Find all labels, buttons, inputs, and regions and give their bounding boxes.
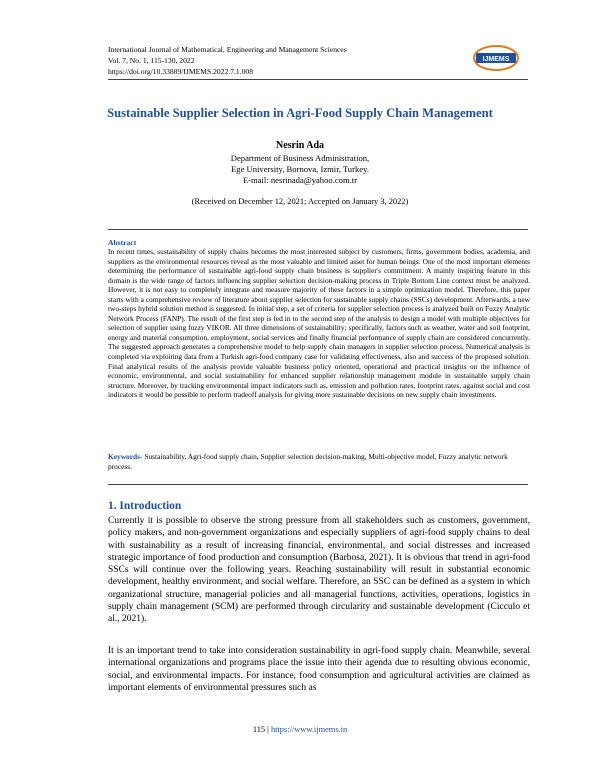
author-email[interactable]: E-mail: nesrinada@yahoo.com.tr [242, 175, 358, 185]
author-department: Department of Business Administration, [230, 153, 370, 163]
author-university: Ege University, Bornova, Izmir, Turkey. [231, 164, 369, 174]
keywords-text: Sustainability, Agri-food supply chain, Supplier selection decision-making, Multi-objective model, Fuzzy analytic network process. [108, 452, 508, 471]
intro-paragraph-2: It is an important trend to take into consideration sustainability in agri-food supply chain. Meanwhile, several international organizations and programs place the issue into their agenda due to resulting obvious economic, social, and environmental impacts. For instance, food consumption and agricultural activities are claimed as important elements of environmental pressures such as [108, 646, 530, 693]
header-divider [108, 79, 528, 80]
volume-info: Vol. 7, No. 1, 115-130, 2022 [108, 56, 195, 65]
author-name: Nesrin Ada [275, 140, 325, 151]
footer-separator: | [265, 725, 271, 734]
paper-title: Sustainable Supplier Selection in Agri-Food Supply Chain Management [107, 106, 493, 120]
keywords [108, 452, 530, 471]
journal-logo [472, 44, 520, 72]
intro-paragraph-1: Currently it is possible to observe the strong pressure from all stakeholders such as customers, government, policy makers, and non-government organizations and especially suppliers of agri-food supply chains to deal with sustainability as a result of increasing financial, environmental, and social distresses and increased strategic importance of food production and consumption (Barbosa, 2021). It is obvious that trend in agri-food SSCs will continue over the following years. Reaching sustainability will result in substantial economic development, healthy environment, and social welfare. Therefore, an SSC can be defined as a system in which organizational structure, managerial policies and all managerial functions, activities, operations, logistics in supply chain management (SCM) are performed through circularity and sustainable development (Cicculo et al., 2021). [108, 516, 530, 625]
abstract-text: In recent times, sustainability of supply chains becomes the most interested subject by customers, firms, government bodies, academia, and suppliers as the environmental resources reveal as the most valuable and limited asset for human beings. One of the most important elements determining the performance of sustainable agri-food supply chain business is supplier's commitment. A mainly inspiring feature in this domain is the wide range of factors influencing supplier selection decision-making process in Triple Bottom Line context must be analyzed. However, it is not easy to completely integrate and measure majority of these factors in a simple optimization model. Therefore, this paper starts with a comprehensive review of literature about supplier selection for sustainable supply chains (SSCs) development. Afterwards, a new two-steps hybrid solution method is suggested. In initial step, a set of criteria for supplier selection process is analyzed built on Fuzzy Analytic Network Process (FANP). The result of the first step is fed in to the second step of the analysis to design a model with multiple objectives for selection of supplier using fuzzy VIKOR. All three dimensions of sustainability; specifically, factors such as weather, water and soil footprint, energy and material consumption, employment, social services and finally financial performance of supply chain are considered concurrently. The suggested approach generates a comprehensive model to help supply chain managers in supplier selection process. Numerical analysis is completed via exploiting data from a Turkish agri-food company case for validating effectiveness, also and success of the proposed solution. Final analytical results of the analysis provide valuable business policy oriented, operational and practical insights on the influence of economic, environmental, and social sustainability for enhanced supplier relationship management module in sustainable supply chain structure. Moreover, by tracking environmental impact indicators such as, emission and pollution rates, footprint rates, against social and cost indicators it would be possible to perform tradeoff analysis for giving more sustainable decisions on new supply chain investments. [108, 247, 530, 400]
page-number: 115 [252, 725, 266, 734]
section-heading-introduction: 1. Introduction [108, 500, 182, 512]
footer-url-link[interactable]: https://www.ijmems.in [270, 725, 348, 734]
journal-header [108, 44, 347, 77]
doi-link[interactable]: https://doi.org/10.33889/IJMEMS.2022.7.1.008 [108, 67, 253, 76]
journal-name: International Journal of Mathematical, Engineering and Management Sciences [108, 45, 347, 54]
abstract-bottom-divider [108, 484, 528, 485]
author-affiliation [0, 153, 600, 186]
keywords-label: Keywords- [108, 452, 143, 461]
abstract-top-divider [108, 229, 528, 230]
page-footer [0, 725, 600, 734]
logo-text: IJMEMS [482, 56, 510, 63]
logo-icon [472, 44, 520, 72]
received-dates: (Received on December 12, 2021; Accepted on January 3, 2022) [191, 197, 409, 206]
abstract-heading: Abstract [108, 238, 137, 247]
